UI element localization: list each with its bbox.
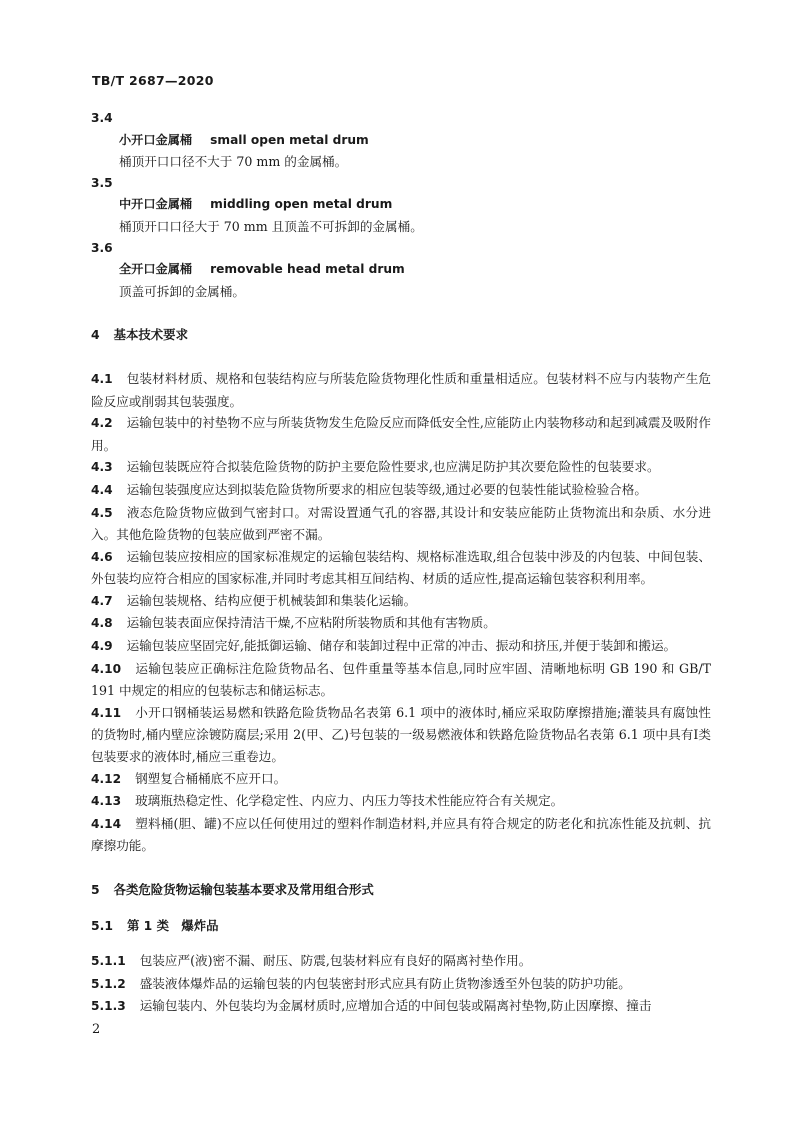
section-title: 基本技术要求 <box>113 327 188 343</box>
clause <box>91 546 711 590</box>
clause <box>91 702 711 768</box>
clause <box>91 768 711 791</box>
clause-number: 5.1.1 <box>91 954 126 969</box>
subsection-heading <box>91 915 711 937</box>
clause-number: 4.7 <box>91 593 113 608</box>
clause-text: 液态危险货物应做到气密封口。对需设置通气孔的容器,其设计和安装应能防止货物流出和杂质、水分进入。其他危险货物的包装应做到严密不漏。 <box>91 504 711 543</box>
term-name-zh: 小开口金属桶 <box>119 132 193 147</box>
term-name-en: small open metal drum <box>210 132 369 147</box>
clause-text: 包装材料材质、规格和包装结构应与所装危险货物理化性质和重量相适应。包装材料不应与内装物产生危险反应或削弱其包装强度。 <box>91 370 711 409</box>
clause-number: 4.9 <box>91 639 113 654</box>
clause <box>91 635 711 658</box>
subsection-title: 第 1 类 爆炸品 <box>126 917 219 933</box>
page-number: 2 <box>92 1022 101 1037</box>
section-number: 4 <box>91 327 100 343</box>
clause <box>91 790 711 813</box>
clause <box>91 456 711 479</box>
term-name <box>91 194 711 216</box>
section-title: 各类危险货物运输包装基本要求及常用组合形式 <box>113 882 374 897</box>
clause-text: 运输包装规格、结构应便于机械装卸和集装化运输。 <box>126 592 417 608</box>
standard-code-header: TB/T 2687—2020 <box>92 73 214 88</box>
clause-number: 4.11 <box>91 705 122 720</box>
term-definition: 顶盖可拆卸的金属桶。 <box>119 283 245 299</box>
clause-text: 运输包装既应符合拟装危险货物的防护主要危险性要求,也应满足防护其次要危险性的包装要求。 <box>126 459 660 475</box>
clause-number: 4.13 <box>91 794 122 809</box>
clause-number: 4.1 <box>91 371 113 386</box>
clause-text: 小开口钢桶装运易燃和铁路危险货物品名表第 6.1 项中的液体时,桶应采取防摩擦措施;灌装具有腐蚀性的货物时,桶内壁应涂镀防腐层;采用 2(甲、乙)号包装的一级易燃液体和铁路危险货物品名表第 6.1 项中具有Ⅰ类包装要求的液体时,桶应三重卷边。 <box>91 704 711 765</box>
section-heading <box>91 879 711 901</box>
section-number: 5 <box>91 882 100 897</box>
clause-number: 4.3 <box>91 460 113 475</box>
clause-text: 运输包装表面应保持清洁干燥,不应粘附所装物质和其他有害物质。 <box>126 615 496 631</box>
clause <box>91 950 711 973</box>
clause <box>91 412 711 456</box>
term-definition: 桶顶开口口径大于 70 mm 且顶盖不可拆卸的金属桶。 <box>119 218 423 234</box>
clause-text: 塑料桶(胆、罐)不应以任何使用过的塑料作制造材料,并应具有符合规定的防老化和抗冻性能及抗刺、抗摩擦功能。 <box>91 815 711 854</box>
clause-number: 4.12 <box>91 771 122 786</box>
clause-text: 运输包装内、外包装均为金属材质时,应增加合适的中间包装或隔离衬垫物,防止因摩擦、撞击 <box>139 998 652 1014</box>
term-name-en: middling open metal drum <box>210 197 393 212</box>
term-name <box>91 130 711 152</box>
clause-number: 4.10 <box>91 661 122 676</box>
clause-text: 运输包装强度应达到拟装危险货物所要求的相应包装等级,通过必要的包装性能试验检验合格。 <box>126 481 647 497</box>
clause-number: 5.1.2 <box>91 976 126 991</box>
document-body <box>91 108 711 1018</box>
clause-number: 4.4 <box>91 482 113 497</box>
clause-number: 5.1.3 <box>91 999 126 1014</box>
term-name <box>91 259 711 281</box>
term-number: 3.5 <box>91 175 113 190</box>
clause <box>91 612 711 635</box>
clause-number: 4.14 <box>91 816 122 831</box>
clause <box>91 502 711 546</box>
clause-number: 4.5 <box>91 505 113 520</box>
clause-number: 4.6 <box>91 549 113 564</box>
clause-number: 4.8 <box>91 616 113 631</box>
clause <box>91 368 711 412</box>
clause-text: 运输包装应按相应的国家标准规定的运输包装结构、规格标准选取,组合包装中涉及的内包装、中间包装、外包装均应符合相应的国家标准,并同时考虑其相互间结构、材质的适应性,提高运输包装容积利用率。 <box>91 548 711 587</box>
term-entry <box>91 238 711 303</box>
clause-text: 包装应严(液)密不漏、耐压、防震,包装材料应有良好的隔离衬垫作用。 <box>139 953 532 969</box>
subsection-number: 5.1 <box>91 917 113 933</box>
clause-text: 运输包装中的衬垫物不应与所装货物发生危险反应而降低安全性,应能防止内装物移动和起到减震及吸附作用。 <box>91 415 711 453</box>
term-number: 3.6 <box>91 240 113 255</box>
clause <box>91 658 711 702</box>
clause <box>91 973 711 996</box>
term-number: 3.4 <box>91 111 113 125</box>
term-name-zh: 全开口金属桶 <box>119 262 193 277</box>
clause <box>91 995 711 1018</box>
clause-text: 钢塑复合桶桶底不应开口。 <box>135 770 287 786</box>
term-name-zh: 中开口金属桶 <box>119 197 193 212</box>
term-entry <box>91 173 711 238</box>
section-heading <box>91 324 711 346</box>
term-definition: 桶顶开口口径不大于 70 mm 的金属桶。 <box>119 154 348 170</box>
clause <box>91 479 711 502</box>
term-entry <box>91 108 711 173</box>
clause-text: 运输包装应坚固完好,能抵御运输、储存和装卸过程中正常的冲击、振动和挤压,并便于装卸和搬运。 <box>126 638 677 654</box>
clause-text: 运输包装应正确标注危险货物品名、包件重量等基本信息,同时应牢固、清晰地标明 GB 190 和 GB/T 191 中规定的相应的包装标志和储运标志。 <box>91 660 711 699</box>
clause <box>91 813 711 857</box>
clause-text: 玻璃瓶热稳定性、化学稳定性、内应力、内压力等技术性能应符合有关规定。 <box>135 793 564 809</box>
term-name-en: removable head metal drum <box>210 262 405 277</box>
clause <box>91 590 711 613</box>
clause-number: 4.2 <box>91 416 113 431</box>
clause-text: 盛装液体爆炸品的运输包装的内包装密封形式应具有防止货物渗透至外包装的防护功能。 <box>139 975 631 991</box>
